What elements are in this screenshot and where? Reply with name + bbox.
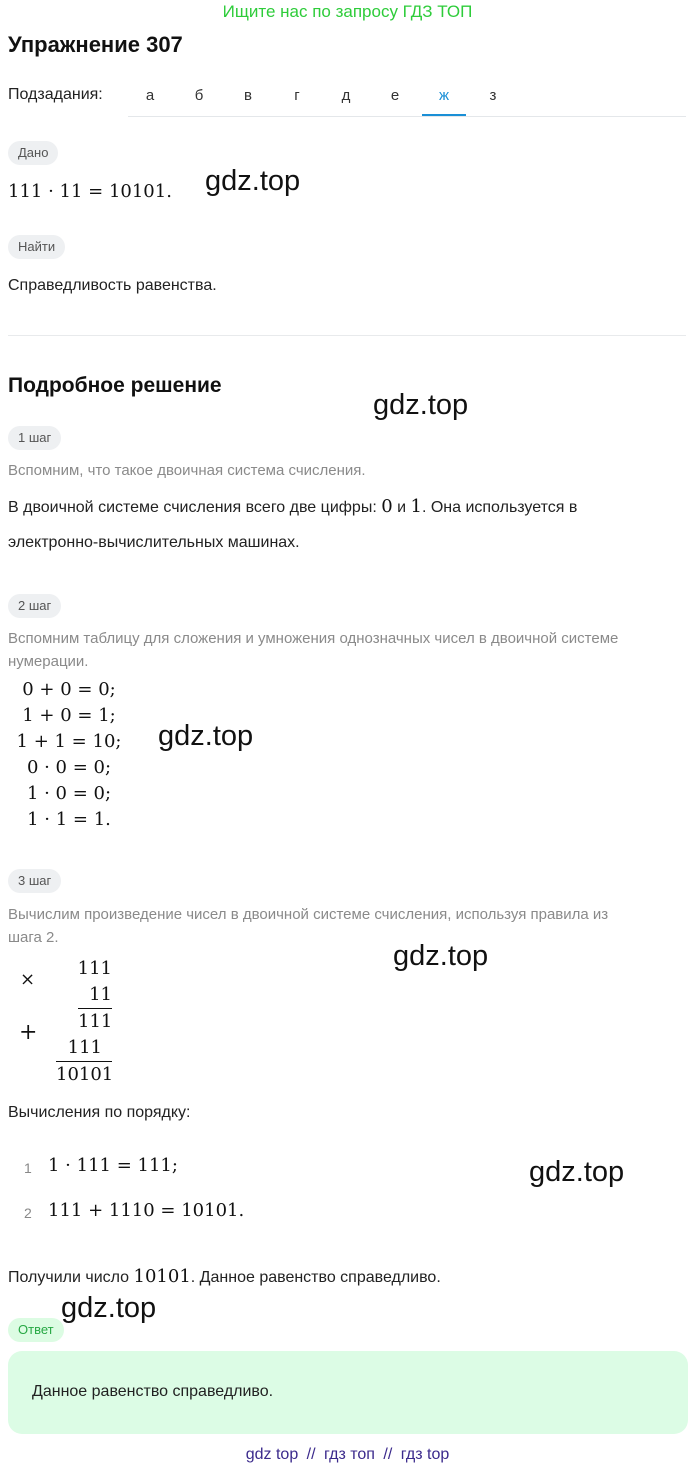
watermark: gdz.top [61,1292,157,1324]
multiplicand: 111 [77,958,112,979]
footer-link[interactable]: gdz top [245,1446,299,1463]
ordered-step: 111 + 1110 = 10101. [48,1200,245,1221]
product: 10101 [56,1061,112,1088]
conclusion-text-c: . Данное равенство справедливо. [190,1269,441,1286]
ordered-step: 1 · 111 = 111; [48,1155,178,1176]
watermark: gdz.top [373,389,469,421]
watermark: gdz.top [205,165,301,197]
footer-link[interactable]: гдз топ [324,1446,375,1463]
solution-heading: Подробное решение [8,374,222,397]
partial-product: 111 [78,1008,112,1035]
plus-sign: + [19,1020,38,1045]
order-label: Вычисления по порядку: [8,1104,191,1121]
equation: 1 + 0 = 1; [22,705,116,726]
watermark: gdz.top [158,720,254,752]
partial-product-shifted: 111 [67,1037,102,1058]
equation: 0 + 0 = 0; [22,679,116,700]
promo-banner: Ищите нас по запросу ГДЗ ТОП [222,2,473,21]
tab-d[interactable]: д [341,87,351,104]
step2-hint-line2: нумерации. [8,653,89,670]
answer-badge: Ответ [8,1318,64,1342]
step1-line2: электронно-вычислительных машинах. [8,534,300,551]
subtask-tabs [128,76,686,117]
digit-one: 1 [410,496,422,517]
binary-table [14,677,124,833]
footer-separator: // [306,1446,316,1463]
step1-line1 [8,496,577,517]
tab-b[interactable]: б [194,87,204,104]
footer-links [0,1446,695,1464]
conclusion-text-a: Получили число [8,1269,134,1286]
step1-text-e: . Она используется в [421,499,578,516]
step2-badge: 2 шаг [8,594,61,618]
tab-v[interactable]: в [244,87,252,104]
subtasks-label: Подзадания: [8,86,103,103]
equation: 1 · 0 = 0; [26,783,112,804]
step1-text-a: В двоичной системе счисления всего две цифры: [8,499,382,516]
given-badge: Дано [8,141,58,165]
result-number: 10101 [133,1266,191,1287]
tab-zh[interactable]: ж [422,76,466,116]
list-number: 2 [24,1205,32,1221]
column-multiplication [56,956,112,1088]
step2-hint-line1: Вспомним таблицу для сложения и умножения однозначных чисел в двоичной системе [8,630,619,647]
step3-hint-line1: Вычислим произведение чисел в двоичной системе счисления, используя правила из [8,906,609,923]
step1-hint: Вспомним, что такое двоичная система счисления. [8,462,366,479]
equation: 1 · 1 = 1. [27,809,111,830]
divider [8,335,686,336]
equation: 0 · 0 = 0; [26,757,112,778]
watermark: gdz.top [529,1156,625,1188]
answer-text: Данное равенство справедливо. [32,1383,274,1400]
tab-e[interactable]: е [390,87,400,104]
answer-box [8,1351,688,1434]
step1-badge: 1 шаг [8,426,61,450]
footer-separator: // [383,1446,393,1463]
step1-text-c: и [392,499,411,516]
multiply-sign: × [20,969,36,990]
step3-badge: 3 шаг [8,869,61,893]
footer-link[interactable]: гдз top [400,1446,450,1463]
find-text: Справедливость равенства. [8,277,217,294]
step3-hint-line2: шага 2. [8,929,59,946]
tab-z[interactable]: з [489,87,497,104]
multiplier: 11 [89,984,112,1005]
watermark: gdz.top [393,940,489,972]
tab-a[interactable]: а [145,87,155,104]
equation: 1 + 1 = 10; [16,731,122,752]
find-badge: Найти [8,235,65,259]
digit-zero: 0 [381,496,393,517]
list-number: 1 [24,1160,32,1176]
tab-g[interactable]: г [294,87,300,104]
given-equation: 111 · 11 = 10101. [8,181,172,202]
conclusion [8,1266,441,1287]
page-title: Упражнение 307 [8,32,183,57]
